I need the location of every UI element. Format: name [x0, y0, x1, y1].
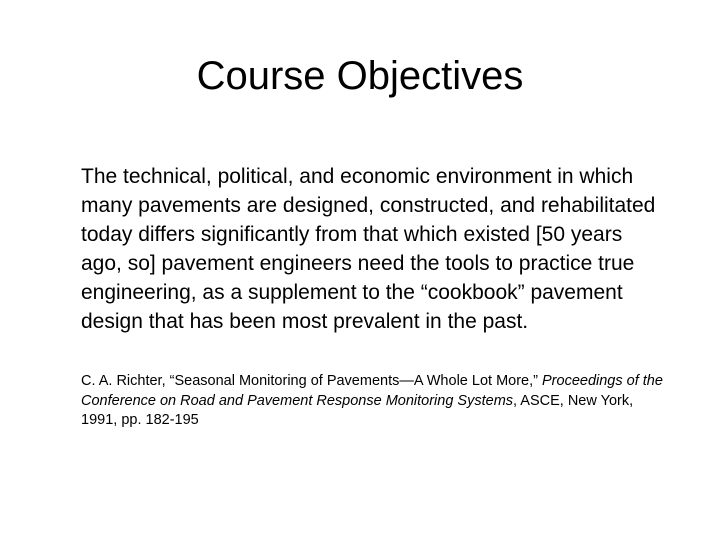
- citation: [81, 372, 671, 431]
- slide-title: Course Objectives: [196, 54, 524, 98]
- citation-details: , ASCE, New York, 1991, pp. 182-195: [81, 392, 634, 428]
- quote-text: The technical, political, and economic environment in which many pavements are designed, constructed, and rehabilitated today differs significantly from that which existed [50 years ago, so] pavement engineers need the tools to practice true engineering, as a supplement to the “cookbook” pavement design that has been most prevalent in the past.: [81, 165, 656, 333]
- citation-proceedings: Proceedings of the Conference on Road and Pavement Response Monitoring Systems: [81, 373, 663, 409]
- citation-author-title: C. A. Richter, “Seasonal Monitoring of Pavements—A Whole Lot More,”: [81, 373, 538, 389]
